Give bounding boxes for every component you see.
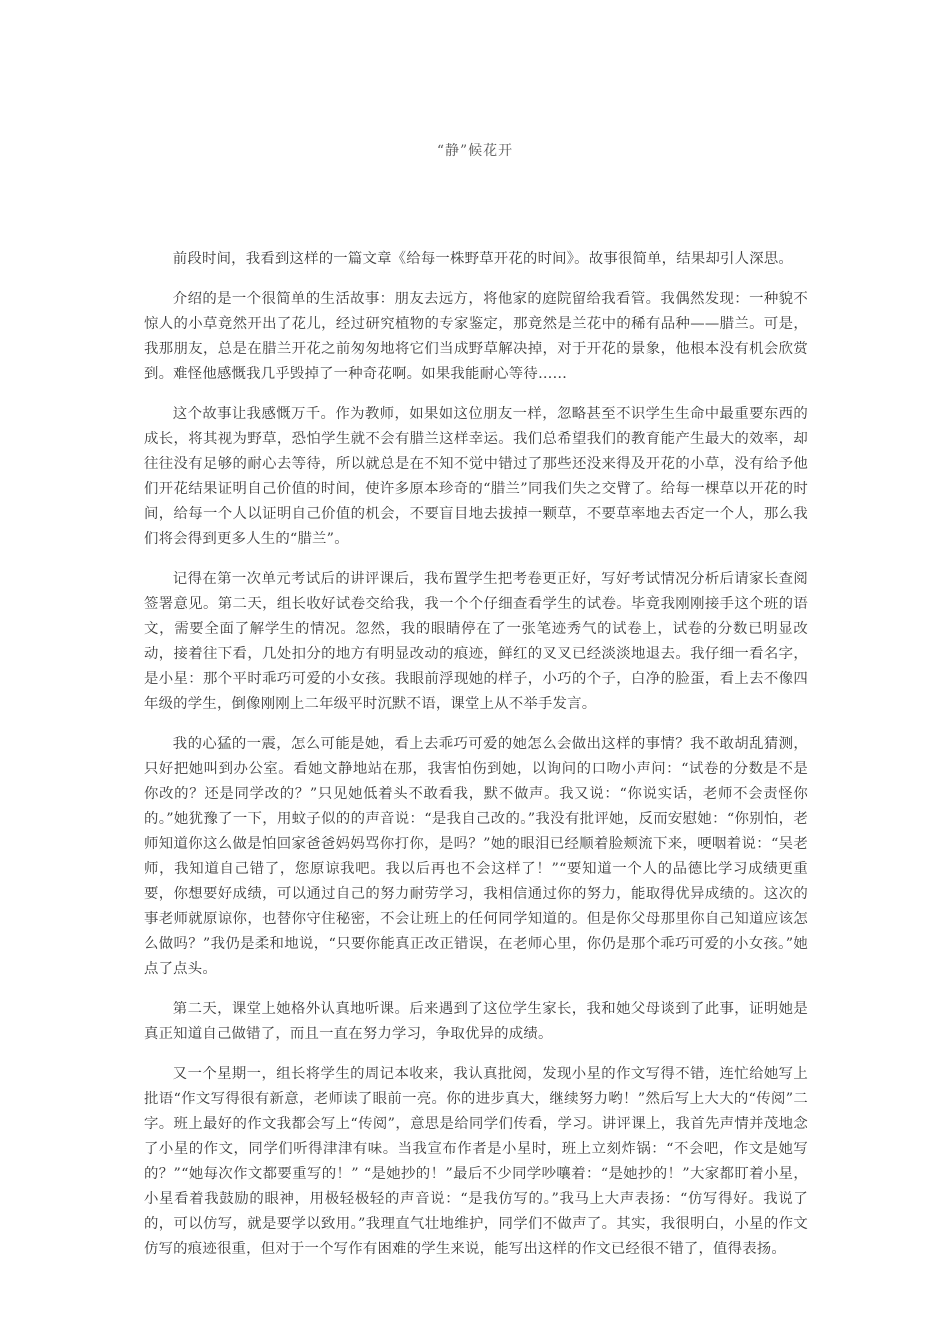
paragraph-5: 我的心猛的一震，怎么可能是她，看上去乖巧可爱的她怎么会做出这样的事情？我不敢胡乱猜测，只好把她叫到办公室。看她文静地站在那，我害怕伤到她，以询问的口吻小声问：“试卷的分数是不是你改的？还是同学改的？”只见她低着头不敢看我，默不做声。我又说：“你说实话，老师不会责怪你的。”她犹豫了一下，用蚊子似的的声音说：“是我自己改的。”我没有批评她，反而安慰她：“你别怕，老师知道你这么做是怕回家爸爸妈妈骂你打你，是吗？”她的眼泪已经顺着脸颊流下来，哽咽着说：“吴老师，我知道自己错了，您原谅我吧。我以后再也不会这样了！”“要知道一个人的品德比学习成绩更重要，你想要好成绩，可以通过自己的努力耐劳学习，我相信通过你的努力，能取得优异成绩的。这次的事老师就原谅你，也替你守住秘密，不会让班上的任何同学知道的。但是你父母那里你自己知道应该怎么做吗？”我仍是柔和地说，“只要你能真正改正错误，在老师心里，你仍是那个乖巧可爱的小女孩。”她点了点头。 bbox=[144, 736, 808, 977]
document-body bbox=[144, 247, 808, 1277]
paragraph-4: 记得在第一次单元考试后的讲评课后，我布置学生把考卷更正好，写好考试情况分析后请家长查阅签署意见。第二天，组长收好试卷交给我，我一个个仔细查看学生的试卷。毕竟我刚刚接手这个班的语文，需要全面了解学生的情况。忽然，我的眼睛停在了一张笔迹秀气的试卷上，试卷的分数已明显改动，接着往下看，几处扣分的地方有明显改动的痕迹，鲜红的叉叉已经淡淡地退去。我仔细一看名字，是小星：那个平时乖巧可爱的小女孩。我眼前浮现她的样子，小巧的个子，白净的脸蛋，看上去不像四年级的学生，倒像刚刚上二年级平时沉默不语，课堂上从不举手发言。 bbox=[144, 571, 808, 712]
paragraph-1: 前段时间，我看到这样的一篇文章《给每一株野草开花的时间》。故事很简单，结果却引人深思。 bbox=[172, 251, 793, 267]
paragraph-6: 第二天，课堂上她格外认真地听课。后来遇到了这位学生家长，我和她父母谈到了此事，证明她是真正知道自己做错了，而且一直在努力学习，争取优异的成绩。 bbox=[144, 1001, 808, 1042]
paragraph-2: 介绍的是一个很简单的生活故事：朋友去远方，将他家的庭院留给我看管。我偶然发现：一种貌不惊人的小草竟然开出了花儿，经过研究植物的专家鉴定，那竟然是兰花中的稀有品种——腊兰。可是，我那朋友，总是在腊兰开花之前匆匆地将它们当成野草解决掉，对于开花的景象，他根本没有机会欣赏到。难怪他感慨我几乎毁掉了一种奇花啊。如果我能耐心等待…… bbox=[144, 291, 808, 382]
document-title: “静”候花开 bbox=[436, 143, 514, 159]
paragraph-3: 这个故事让我感慨万千。作为教师，如果如这位朋友一样，忽略甚至不识学生生命中最重要东西的成长，将其视为野草，恐怕学生就不会有腊兰这样幸运。我们总希望我们的教育能产生最大的效率，却往往没有足够的耐心去等待，所以就总是在不知不觉中错过了那些还没来得及开花的小草，没有给予他们开花结果证明自己价值的时间，使许多原本珍奇的“腊兰”同我们失之交臂了。给每一棵草以开花的时间，给每一个人以证明自己价值的机会，不要盲目地去拔掉一颗草，不要草率地去否定一个人，那么我们将会得到更多人生的“腊兰”。 bbox=[144, 406, 808, 547]
paragraph-7: 又一个星期一，组长将学生的周记本收来，我认真批阅，发现小星的作文写得不错，连忙给她写上批语“作文写得很有新意，老师读了眼前一亮。你的进步真大，继续努力哟！”然后写上大大的“传阅”二字。班上最好的作文我都会写上“传阅”，意思是给同学们传看，学习。讲评课上，我首先声情并茂地念了小星的作文，同学们听得津津有味。当我宣布作者是小星时，班上立刻炸锅：“不会吧，作文是她写的？”“她每次作文都要重写的！” “是她抄的！”最后不少同学吵嚷着：“是她抄的！”大家都盯着小星，小星看着我鼓励的眼神，用极轻极轻的声音说：“是我仿写的。”我马上大声表扬：“仿写得好。我说了的，可以仿写，就是要学以致用。”我理直气壮地维护，同学们不做声了。其实，我很明白，小星的作文仿写的痕迹很重，但对于一个写作有困难的学生来说，能写出这样的作文已经很不错了，值得表扬。 bbox=[144, 1066, 808, 1257]
